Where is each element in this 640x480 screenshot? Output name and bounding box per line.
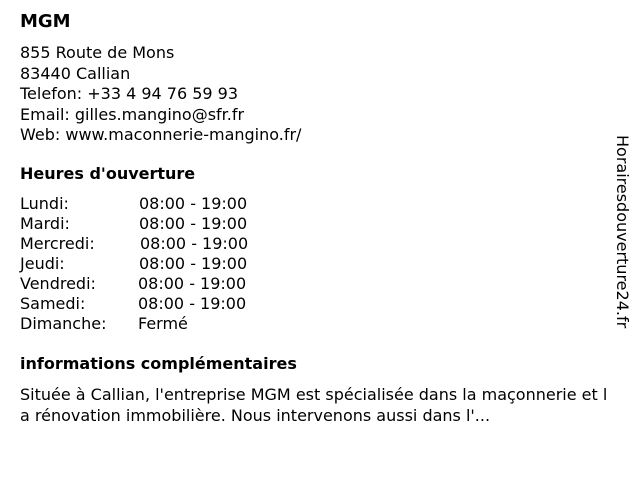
day-label: Mardi: <box>20 214 70 233</box>
time-value: Fermé <box>138 314 188 333</box>
time-value: 08:00 - 19:00 <box>140 234 249 253</box>
contact-block <box>20 43 301 146</box>
street-address: 855 Route de Mons <box>20 43 175 62</box>
day-label: Lundi: <box>20 194 69 213</box>
day-label: Mercredi: <box>20 234 95 253</box>
time-value: 08:00 - 19:00 <box>138 294 247 313</box>
site-watermark: Horairesdouverture24.fr <box>613 135 632 329</box>
hours-row-thursday <box>20 254 248 274</box>
time-value: 08:00 - 19:00 <box>139 214 248 233</box>
hours-row-wednesday <box>20 234 248 254</box>
opening-hours-table <box>20 194 248 334</box>
business-name: MGM <box>20 11 71 32</box>
website-address: Web: www.maconnerie-mangino.fr/ <box>20 125 302 144</box>
time-value: 08:00 - 19:00 <box>139 194 248 213</box>
additional-info-heading: informations complémentaires <box>20 354 297 373</box>
email-address: Email: gilles.mangino@sfr.fr <box>20 104 245 124</box>
hours-row-monday <box>20 194 248 214</box>
time-value: 08:00 - 19:00 <box>138 274 247 293</box>
business-description: Située à Callian, l'entreprise MGM est spécialisée dans la maçonnerie et la rénovation immobilière. Nous intervenons aussi dans l'... <box>20 385 608 425</box>
hours-row-sunday <box>20 314 248 334</box>
day-label: Vendredi: <box>20 274 96 293</box>
opening-hours-heading: Heures d'ouverture <box>20 164 196 183</box>
hours-row-saturday <box>20 294 248 314</box>
hours-row-tuesday <box>20 214 248 234</box>
phone-number: Telefon: +33 4 94 76 59 93 <box>20 84 239 103</box>
day-label: Dimanche: <box>20 314 107 333</box>
hours-row-friday <box>20 274 248 294</box>
day-label: Jeudi: <box>20 254 65 273</box>
time-value: 08:00 - 19:00 <box>139 254 248 273</box>
city-address: 83440 Callian <box>20 63 131 83</box>
day-label: Samedi: <box>20 294 86 313</box>
